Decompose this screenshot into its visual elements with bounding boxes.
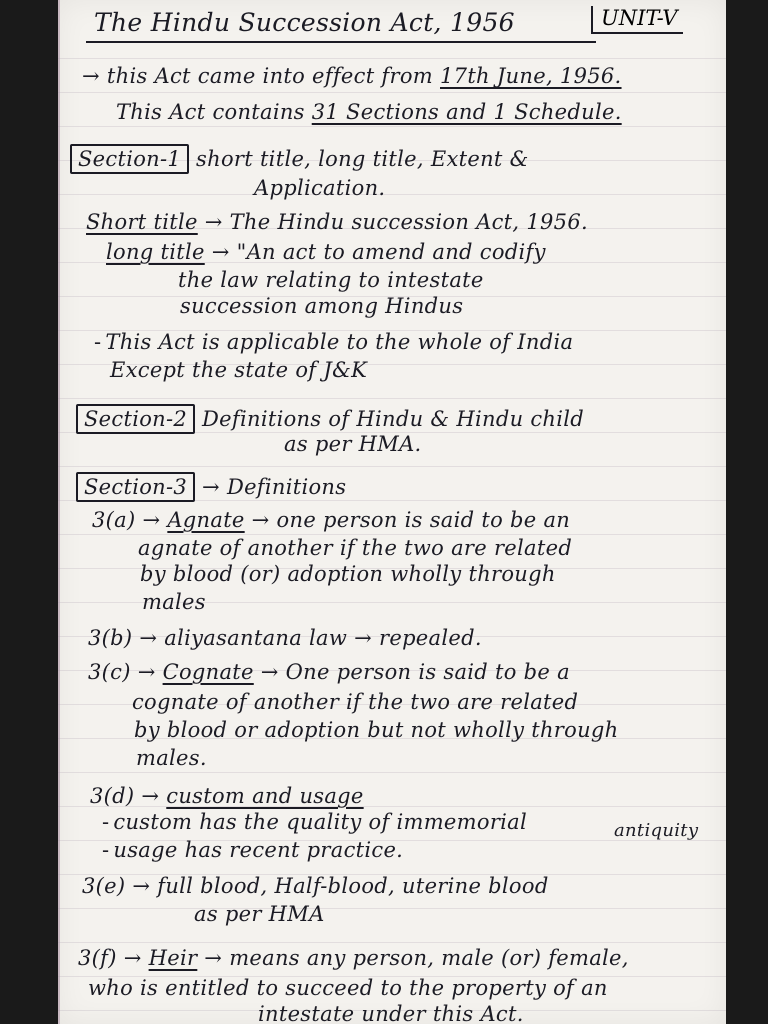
intro-text-2: This Act contains <box>116 100 305 124</box>
section-2-label: Section-2 <box>76 404 195 434</box>
arrow-icon: → <box>211 240 230 264</box>
def-3d-text-2: usage has recent practice. <box>113 838 404 862</box>
section-2-heading <box>76 404 584 434</box>
section-1-title-2: Application. <box>254 176 386 200</box>
def-3d-custom: - custom has the quality of immemorial <box>102 810 528 834</box>
def-3b-num: 3(b) <box>88 626 133 650</box>
def-3a-text: one person is said to be an <box>276 508 571 532</box>
def-3d: 3(d) → custom and usage <box>90 784 364 808</box>
def-3c-text-2: cognate of another if the two are related <box>132 690 579 714</box>
def-3d-text: custom has the quality of immemorial <box>113 810 528 834</box>
def-3e-text-2: as per HMA <box>194 902 325 926</box>
def-3d-num: 3(d) <box>90 784 135 808</box>
def-3d-usage: - usage has recent practice. <box>102 838 404 862</box>
section-1-heading <box>70 144 529 174</box>
section-3-heading <box>76 472 346 502</box>
short-title-line <box>86 210 588 234</box>
unit-label: UNIT-V <box>591 6 683 34</box>
long-title-line <box>106 240 546 264</box>
title-underline <box>86 41 596 43</box>
def-3c-text-3: by blood or adoption but not wholly through <box>134 718 619 742</box>
def-3f: 3(f) → Heir → means any person, male (or) female, <box>78 946 629 970</box>
long-title-text-3: succession among Hindus <box>180 294 464 318</box>
long-title-label: long title <box>106 240 205 264</box>
intro-line-2 <box>116 100 622 124</box>
def-3f-term: Heir <box>148 946 198 970</box>
section-3-label: Section-3 <box>76 472 195 502</box>
def-3a-term: Agnate <box>167 508 245 532</box>
arrow-icon: → <box>202 475 220 499</box>
def-3b-text-2: repealed. <box>379 626 482 650</box>
long-title-text: "An act to amend and codify <box>236 240 546 264</box>
sections-count: 31 Sections and 1 Schedule. <box>311 100 622 124</box>
section-1-title: short title, long title, Extent & <box>196 147 529 171</box>
def-3f-num: 3(f) <box>78 946 117 970</box>
def-3a-text-4: males <box>142 590 206 614</box>
applicable-text-2: Except the state of J&K <box>110 358 368 382</box>
arrow-icon: → <box>204 210 223 234</box>
intro-line-1 <box>82 64 622 88</box>
effective-date: 17th June, 1956. <box>440 64 622 88</box>
section-2-title-2: as per HMA. <box>284 432 422 456</box>
def-3b: 3(b) → aliyasantana law → repealed. <box>88 626 482 650</box>
def-3f-text-2: who is entitled to succeed to the property of an <box>88 976 608 1000</box>
def-3a-num: 3(a) <box>92 508 136 532</box>
def-3e-num: 3(e) <box>82 874 126 898</box>
def-3a-text-2: agnate of another if the two are related <box>138 536 573 560</box>
section-2-title: Definitions of Hindu & Hindu child <box>202 407 585 431</box>
intro-text: this Act came into effect from <box>106 64 434 88</box>
def-3c-term: Cognate <box>162 660 254 684</box>
def-3c-num: 3(c) <box>88 660 131 684</box>
section-3-title: Definitions <box>226 475 347 499</box>
def-3b-text: aliyasantana law <box>164 626 348 650</box>
def-3e: 3(e) → full blood, Half-blood, uterine blood <box>82 874 549 898</box>
short-title-label: Short title <box>86 210 198 234</box>
applicable-text: This Act is applicable to the whole of India <box>105 330 574 354</box>
def-3c-text: One person is said to be a <box>285 660 570 684</box>
long-title-text-2: the law relating to intestate <box>178 268 484 292</box>
def-3f-text-3: intestate under this Act. <box>258 1002 524 1024</box>
section-1-label: Section-1 <box>70 144 189 174</box>
def-3e-text: full blood, Half-blood, uterine blood <box>157 874 549 898</box>
short-title-text: The Hindu succession Act, 1956. <box>229 210 588 234</box>
applicable-line: - This Act is applicable to the whole of India <box>94 330 574 354</box>
def-3c-text-4: males. <box>136 746 207 770</box>
arrow-icon: → <box>82 64 100 88</box>
margin-line <box>58 0 60 1024</box>
def-3f-text: means any person, male (or) female, <box>229 946 629 970</box>
notebook-page <box>58 0 726 1024</box>
page-title: The Hindu Succession Act, 1956 <box>94 8 515 37</box>
def-3c: 3(c) → Cognate → One person is said to be a <box>88 660 570 684</box>
def-3a: 3(a) → Agnate → one person is said to be an <box>92 508 571 532</box>
def-3d-text-sup: antiquity <box>614 820 699 841</box>
def-3d-term: custom and usage <box>166 784 364 808</box>
def-3a-text-3: by blood (or) adoption wholly through <box>140 562 556 586</box>
